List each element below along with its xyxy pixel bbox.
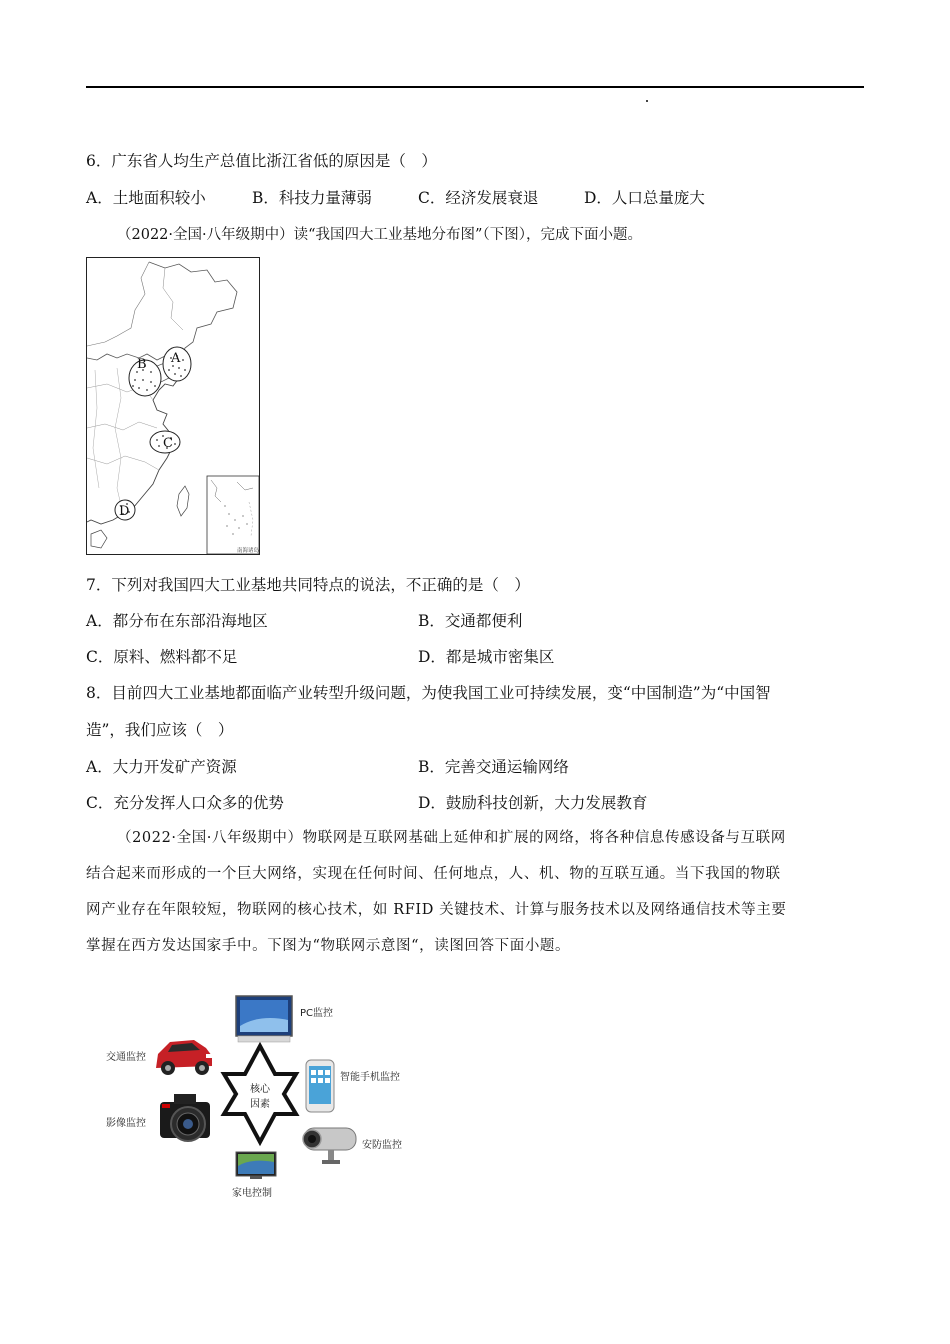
car-icon (156, 1040, 212, 1075)
iot-diagram (100, 990, 420, 1200)
q8-option-d: D．鼓励科技创新，大力发展教育 (418, 794, 648, 812)
iot-intro-line-2: 结合起来而形成的一个巨大网络，实现在任何时间、任何地点，人、机、物的互联互通。当下我国的物联 (86, 866, 781, 882)
q8-option-c: C．充分发挥人口众多的优势 (86, 794, 284, 812)
iot-intro-paragraph (86, 820, 864, 964)
map-label-a: A (171, 351, 181, 366)
map-label-b: B (137, 357, 147, 372)
image-monitor-label: 影像监控 (106, 1118, 146, 1129)
appliance-control-label: 家电控制 (232, 1188, 272, 1199)
map-label-d: D (119, 504, 130, 519)
inset-caption: 南海诸岛 (237, 548, 259, 554)
iot-intro-line-1: （2022·全国·八年级期中）物联网是互联网基础上延伸和扩展的网络，将各种信息传感设备与互联网 (117, 830, 786, 846)
smartphone-icon (306, 1060, 334, 1112)
q6-stem: 6．广东省人均生产总值比浙江省低的原因是（ ） (86, 152, 437, 170)
q8-option-b: B．完善交通运输网络 (418, 758, 569, 776)
q6-option-d: D．人口总量庞大 (584, 189, 705, 207)
pc-monitor-icon (236, 996, 292, 1042)
smartphone-monitor-label: 智能手机监控 (340, 1072, 400, 1083)
industrial-base-map (86, 257, 260, 555)
q7-option-a: A．都分布在东部沿海地区 (86, 612, 268, 630)
q7-option-b: B．交通都便利 (418, 612, 523, 630)
header-rule (86, 86, 864, 88)
q7-stem: 7．下列对我国四大工业基地共同特点的说法，不正确的是（ ） (86, 576, 530, 594)
iot-diagram-graphics (100, 990, 420, 1200)
pc-monitor-label: PC监控 (300, 1008, 334, 1019)
q7-option-c: C．原料、燃料都不足 (86, 648, 238, 666)
core-label-line1: 核心 (250, 1084, 270, 1095)
q6-option-c: C．经济发展衰退 (418, 189, 539, 207)
south-sea-inset (207, 476, 259, 554)
core-label-line2: 因素 (250, 1099, 270, 1110)
iot-intro-line-4: 掌握在西方发达国家手中。下图为“物联网示意图“，读图回答下面小题。 (86, 938, 571, 954)
q8-stem-line2: 造”，我们应该（ ） (86, 721, 234, 739)
tv-appliance-icon (236, 1152, 276, 1179)
security-monitor-label: 安防监控 (362, 1140, 402, 1151)
china-east-map-figure (87, 258, 259, 554)
map-intro: （2022·全国·八年级期中）读“我国四大工业基地分布图”（下图），完成下面小题。 (117, 227, 642, 243)
map-label-c: C (163, 436, 173, 451)
iot-intro-line-3: 网产业存在年限较短，物联网的核心技术，如 RFID 关键技术、计算与服务技术以及网络通信技术等主要 (86, 902, 787, 918)
traffic-monitor-label: 交通监控 (106, 1052, 146, 1063)
q6-option-a: A．土地面积较小 (86, 189, 206, 207)
header-mark (646, 100, 648, 102)
q8-stem-line1: 8．目前四大工业基地都面临产业转型升级问题，为使我国工业可持续发展，变“中国制造”为“中国智 (86, 684, 771, 702)
q6-option-b: B．科技力量薄弱 (252, 189, 372, 207)
dslr-camera-icon (160, 1094, 210, 1141)
q8-option-a: A．大力开发矿产资源 (86, 758, 237, 776)
security-camera-icon (303, 1128, 356, 1164)
q7-option-d: D．都是城市密集区 (418, 648, 555, 666)
